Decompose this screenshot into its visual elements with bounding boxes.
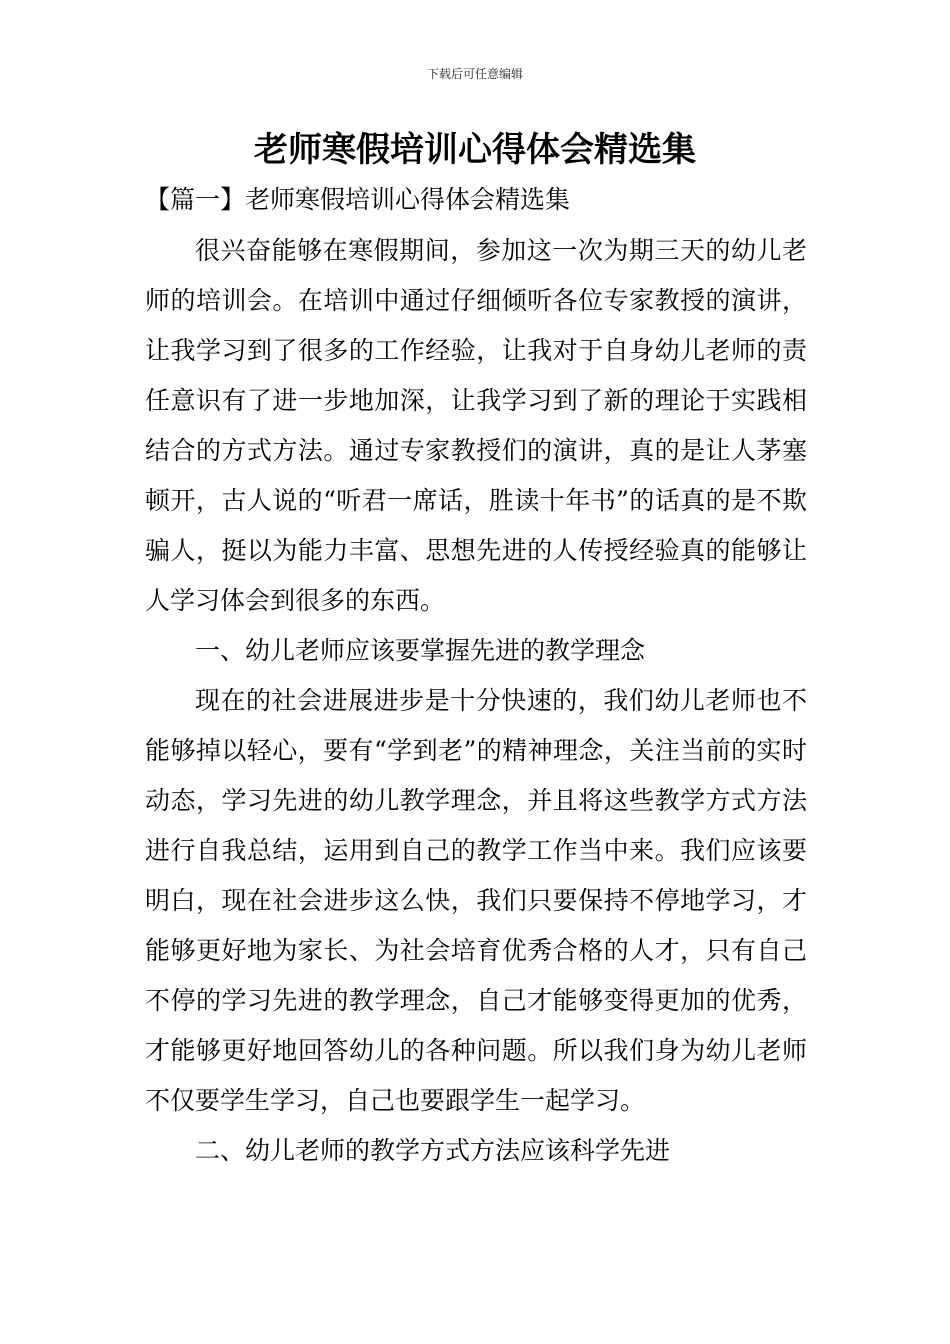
- document-title: 老师寒假培训心得体会精选集: [254, 130, 696, 170]
- paragraph-intro: 很兴奋能够在寒假期间，参加这一次为期三天的幼儿老师的培训会。在培训中通过仔细倾听各位专家教授的演讲，让我学习到了很多的工作经验，让我对于自身幼儿老师的责任意识有了进一步地加深，让我学习到了新的理论于实践相结合的方式方法。通过专家教授们的演讲，真的是让人茅塞顿开，古人说的“听君一席话，胜读十年书”的话真的是不欺骗人，挺以为能力丰富、思想先进的人传授经验真的能够让人学习体会到很多的东西。: [145, 236, 807, 615]
- document-body: [145, 226, 807, 1176]
- section-heading: 【篇一】老师寒假培训心得体会精选集: [145, 185, 571, 214]
- header-note: 下载后可任意编辑: [426, 67, 523, 81]
- paragraph-one: 现在的社会进展进步是十分快速的，我们幼儿老师也不能够掉以轻心，要有“学到老”的精神理念，关注当前的实时动态，学习先进的幼儿教学理念，并且将这些教学方式方法进行自我总结，运用到自己的教学工作当中来。我们应该要明白，现在社会进步这么快，我们只要保持不停地学习，才能够更好地为家长、为社会培育优秀合格的人才，只有自己不停的学习先进的教学理念，自己才能够变得更加的优秀，才能够更好地回答幼儿的各种问题。所以我们身为幼儿老师不仅要学生学习，自己也要跟学生一起学习。: [145, 686, 807, 1115]
- subheading-one: 一、幼儿老师应该要掌握先进的教学理念: [195, 636, 646, 665]
- subheading-two: 二、幼儿老师的教学方式方法应该科学先进: [195, 1136, 671, 1165]
